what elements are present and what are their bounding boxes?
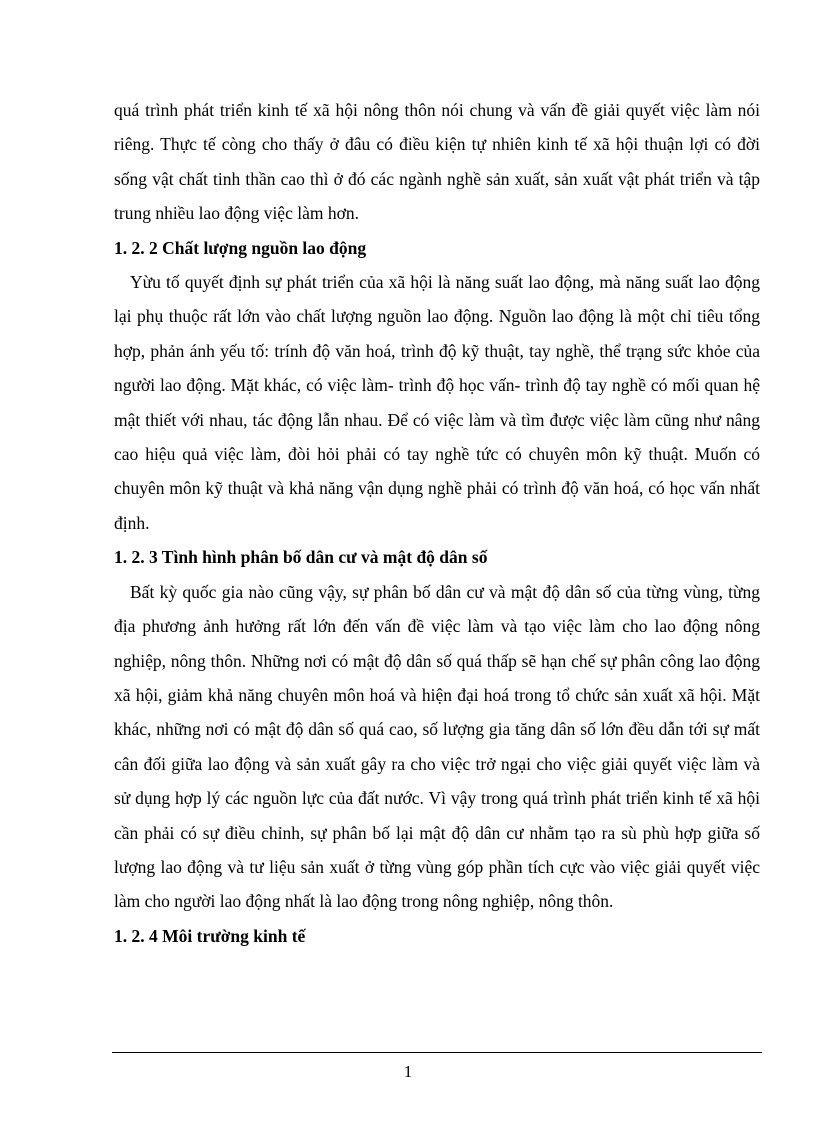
section-heading-population-distribution: 1. 2. 3 Tình hình phân bố dân cư và mật độ dân số	[114, 547, 488, 568]
footer-divider	[112, 1052, 762, 1053]
section-paragraph-quality-labor: Yừu tố quyết định sự phát triển của xã hội là năng suất lao động, mà năng suất lao động lại phụ thuộc rất lớn vào chất lượng nguồn lao động. Nguồn lao động là một chỉ tiêu tổng hợp, phản ánh yếu tố: trính độ văn hoá, trình độ kỹ thuật, tay nghề, thể trạng sức khỏe của người lao động. Mặt khác, có việc làm- trình độ học vấn- trình độ tay nghề có mối quan hệ mật thiết với nhau, tác động lẫn nhau. Để có việc làm và tìm được việc làm cũng như nâng cao hiệu quả việc làm, đòi hỏi phải có tay nghề tức có chuyên môn kỹ thuật. Muốn có chuyên môn kỹ thuật và khả năng vận dụng nghề phải có trình độ văn hoá, có học vấn nhất định.	[114, 272, 760, 533]
section-heading-quality-labor: 1. 2. 2 Chất lượng nguồn lao động	[114, 237, 367, 258]
section-paragraph-population-distribution: Bất kỳ quốc gia nào cũng vậy, sự phân bố dân cư và mật độ dân số của từng vùng, từng địa phương ảnh hưởng rất lớn đến vấn đề việc làm và tạo việc làm cho lao động nông nghiệp, nông thôn. Những nơi có mật độ dân số quá thấp sẽ hạn chế sự phân công lao động xã hội, giảm khả năng chuyên môn hoá và hiện đại hoá trong tổ chức sản xuất xã hội. Mặt khác, những nơi có mật độ dân số quá cao, số lượng gia tăng dân số lớn đều dẫn tới sự mất cân đối giữa lao động và sản xuất gây ra cho việc trở ngại cho việc giải quyết việc làm và sử dụng hợp lý các nguồn lực của đất nước. Vì vậy trong quá trình phát triển kinh tế xã hội cần phải có sự điều chỉnh, sự phân bố lại mật độ dân cư nhằm tạo ra sù phù hợp giữa số lượng lao động và tư liệu sản xuất ở từng vùng góp phần tích cực vào việc giải quyết việc làm cho người lao động nhất là lao động trong nông nghiệp, nông thôn.	[114, 581, 760, 912]
intro-paragraph: quá trình phát triển kinh tế xã hội nông thôn nói chung và vấn đề giải quyết việc làm nói riêng. Thực tế còng cho thấy ở đâu có điều kiện tự nhiên kinh tế xã hội thuận lợi có đời sống vật chất tinh thần cao thì ở đó các ngành nghề sản xuất, sản xuất vật phát triển và tập trung nhiều lao động việc làm hơn.	[114, 100, 760, 224]
document-body	[114, 93, 760, 953]
section-heading-economic-environment: 1. 2. 4 Môi trường kinh tế	[114, 925, 306, 946]
page-number: 1	[403, 1062, 413, 1081]
